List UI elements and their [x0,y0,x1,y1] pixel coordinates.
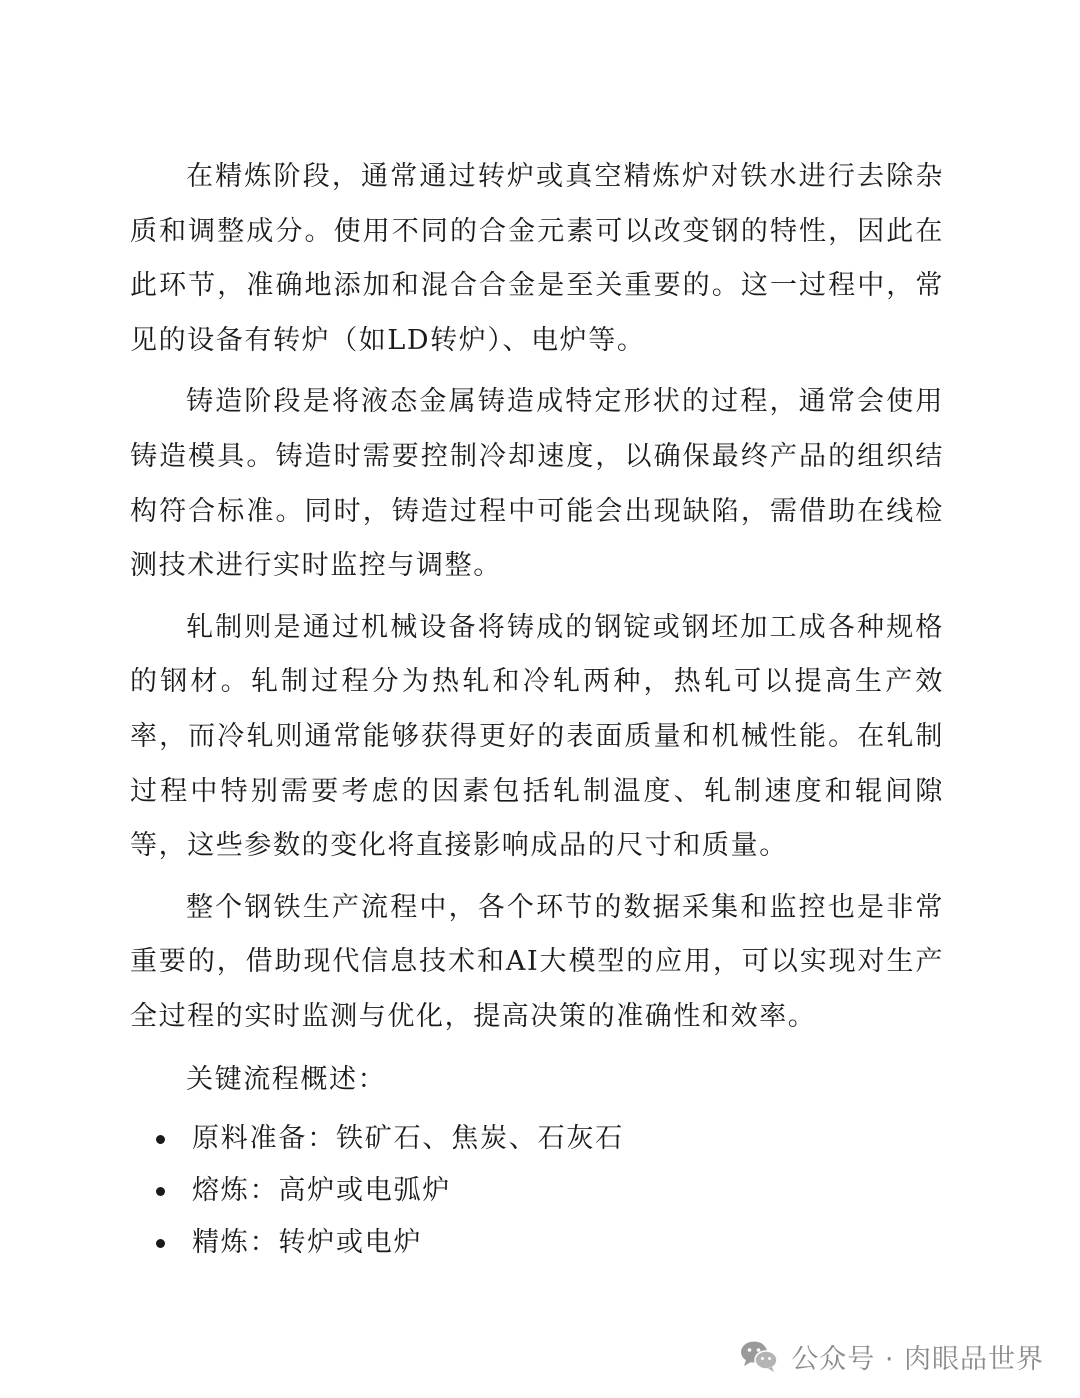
section-heading: 关键流程概述： [186,1063,387,1095]
watermark [739,1334,1044,1378]
list-item [130,1217,944,1269]
document-body [130,150,944,1269]
paragraph-data-monitoring: 整个钢铁生产流程中，各个环节的数据采集和监控也是非常重要的，借助现代信息技术和AI大模型的应用，可以实现对生产全过程的实时监测与优化，提高决策的准确性和效率。 [130,891,944,1032]
bullet-icon [156,1135,165,1144]
bullet-icon [156,1239,165,1248]
wechat-icon [739,1339,779,1373]
process-list [130,1113,944,1269]
paragraph-casting: 铸造阶段是将液态金属铸造成特定形状的过程，通常会使用铸造模具。铸造时需要控制冷却速度，以确保最终产品的组织结构符合标准。同时，铸造过程中可能会出现缺陷，需借助在线检测技术进行实时监控与调整。 [130,386,944,582]
list-item-text: 原料准备：铁矿石、焦炭、石灰石 [192,1123,624,1155]
list-item [130,1113,944,1165]
paragraph-rolling: 轧制则是通过机械设备将铸成的钢锭或钢坯加工成各种规格的钢材。轧制过程分为热轧和冷轧两种，热轧可以提高生产效率，而冷轧则通常能够获得更好的表面质量和机械性能。在轧制过程中特别需要考虑的因素包括轧制温度、轧制速度和辊间隙等，这些参数的变化将直接影响成品的尺寸和质量。 [130,611,944,862]
list-item-text: 熔炼：高炉或电弧炉 [192,1175,452,1207]
list-item [130,1165,944,1217]
paragraph-refining: 在精炼阶段，通常通过转炉或真空精炼炉对铁水进行去除杂质和调整成分。使用不同的合金元素可以改变钢的特性，因此在此环节，准确地添加和混合合金是至关重要的。这一过程中，常见的设备有转炉（如LD转炉）、电炉等。 [130,161,944,356]
watermark-text: 公众号 · 肉眼品世界 [791,1343,1044,1375]
list-item-text: 精炼：转炉或电炉 [192,1227,423,1259]
bullet-icon [156,1187,165,1196]
